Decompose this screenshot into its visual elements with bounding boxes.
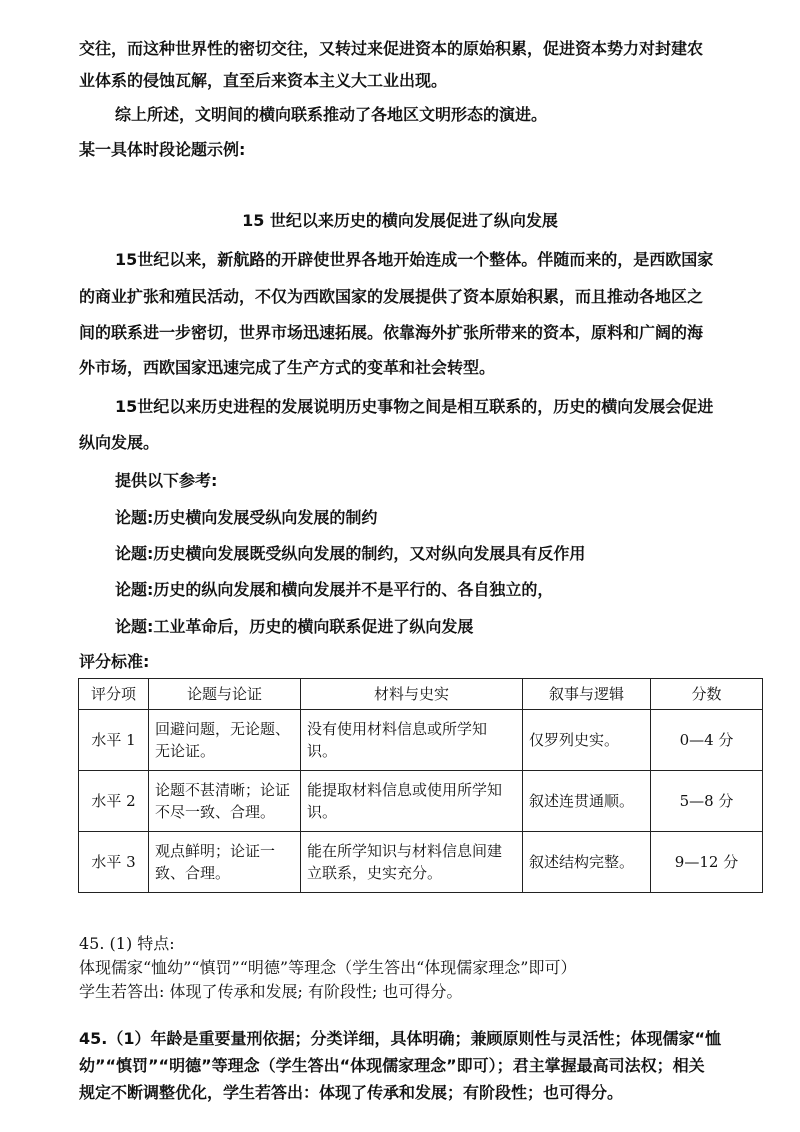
table-header-row (79, 679, 763, 710)
essay-title: 15 世纪以来历史的横向发展促进了纵向发展 (242, 211, 558, 230)
paragraph-line: 的商业扩张和殖民活动，不仅为西欧国家的发展提供了资本原始积累，而且推动各地区之 (79, 287, 704, 306)
table-header-cell: 材料与史实 (301, 679, 523, 710)
reference-heading: 提供以下参考: (115, 471, 218, 490)
material-cell: 没有使用材料信息或所学知识。 (301, 710, 523, 771)
level-cell: 水平 2 (79, 771, 149, 832)
thesis-item: 论题:工业革命后，历史的横向联系促进了纵向发展 (115, 617, 474, 636)
thesis-item: 论题:历史的纵向发展和横向发展并不是平行的、各自独立的， (115, 580, 554, 599)
material-cell: 能在所学知识与材料信息间建立联系，史实充分。 (301, 832, 523, 893)
logic-cell: 叙述结构完整。 (523, 832, 651, 893)
material-cell: 能提取材料信息或使用所学知识。 (301, 771, 523, 832)
answer-45-full-line: 规定不断调整优化，学生若答出：体现了传承和发展；有阶段性；也可得分。 (79, 1083, 624, 1102)
answer-45-line: 学生若答出: 体现了传承和发展; 有阶段性; 也可得分。 (79, 982, 463, 1001)
logic-cell: 叙述连贯通顺。 (523, 771, 651, 832)
table-header-cell: 叙事与逻辑 (523, 679, 651, 710)
thesis-item: 论题:历史横向发展受纵向发展的制约 (115, 508, 378, 527)
score-cell: 9—12 分 (651, 832, 763, 893)
level-cell: 水平 3 (79, 832, 149, 893)
table-header-cell: 论题与论证 (149, 679, 301, 710)
thesis-cell: 论题不甚清晰；论证不尽一致、合理。 (149, 771, 301, 832)
score-cell: 0—4 分 (651, 710, 763, 771)
paragraph-line: 15世纪以来，新航路的开辟使世界各地开始连成一个整体。伴随而来的，是西欧国家 (115, 250, 714, 269)
paragraph-line: 纵向发展。 (79, 433, 160, 452)
paragraph-line: 15世纪以来历史进程的发展说明历史事物之间是相互联系的，历史的横向发展会促进 (115, 397, 714, 416)
answer-45-full-line: 幼”“慎罚”“明德”等理念（学生答出“体现儒家理念”即可）；君主掌握最高司法权；相关 (79, 1056, 705, 1075)
criteria-heading: 评分标准: (79, 652, 150, 671)
thesis-cell: 回避问题，无论题、无论证。 (149, 710, 301, 771)
table-row (79, 771, 763, 832)
summary-paragraph: 综上所述，文明间的横向联系推动了各地区文明形态的演进。 (115, 105, 548, 124)
score-cell: 5—8 分 (651, 771, 763, 832)
answer-45-line: 45. (1) 特点: (79, 934, 175, 953)
table-header-cell: 评分项 (79, 679, 149, 710)
example-heading: 某一具体时段论题示例: (79, 140, 246, 159)
table-row (79, 710, 763, 771)
paragraph-line: 业体系的侵蚀瓦解，直至后来资本主义大工业出现。 (79, 71, 448, 90)
table-header-cell: 分数 (651, 679, 763, 710)
logic-cell: 仅罗列史实。 (523, 710, 651, 771)
table-row (79, 832, 763, 893)
answer-45-line: 体现儒家“恤幼”“慎罚”“明德”等理念（学生答出“体现儒家理念”即可） (79, 958, 577, 977)
scoring-table (78, 678, 763, 893)
thesis-item: 论题:历史横向发展既受纵向发展的制约，又对纵向发展具有反作用 (115, 544, 586, 563)
paragraph-line: 外市场，西欧国家迅速完成了生产方式的变革和社会转型。 (79, 358, 496, 377)
paragraph-line: 间的联系进一步密切，世界市场迅速拓展。依靠海外扩张所带来的资本，原料和广阔的海 (79, 323, 704, 342)
paragraph-line: 交往，而这种世界性的密切交往，又转过来促进资本的原始积累，促进资本势力对封建农 (79, 39, 704, 58)
thesis-cell: 观点鲜明；论证一致、合理。 (149, 832, 301, 893)
answer-45-full-line: 45.（1）年龄是重要量刑依据；分类详细，具体明确；兼顾原则性与灵活性；体现儒家“恤 (79, 1029, 721, 1048)
level-cell: 水平 1 (79, 710, 149, 771)
